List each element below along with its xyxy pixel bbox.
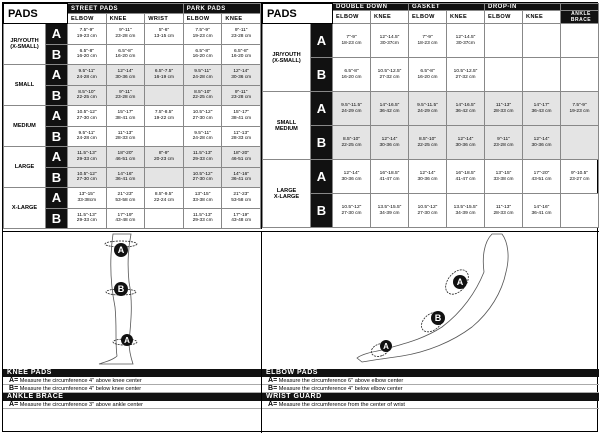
svg-text:B: B <box>434 313 442 323</box>
size-cell: 17"-19" 43-48 cm <box>106 208 145 229</box>
size-cell: 11"-13" 28-33 cm <box>106 126 145 147</box>
a-marker: A <box>46 24 68 45</box>
size-cell: 7.5"-9" 19-23 cm <box>561 92 599 126</box>
table-row <box>4 65 261 86</box>
size-cell: 12"-14.5" 30-37cm <box>447 24 485 58</box>
column-header: ELBOW <box>333 11 371 24</box>
size-cell: 7.5"-9" 19-23 cm <box>68 24 107 45</box>
b-marker: B <box>46 44 68 65</box>
size-cell: 8.5"-10" 22-25 cm <box>68 85 107 106</box>
pads-title: PADS <box>4 4 68 24</box>
size-cell: 6.5"-8" 16-20 cm <box>183 44 222 65</box>
group-header-row <box>4 4 261 14</box>
size-label: JR/YOUTH (X-SMALL) <box>4 24 46 65</box>
a-marker-wrist <box>380 340 392 352</box>
table-row <box>4 147 261 168</box>
group-header: DROP-IN <box>485 4 561 11</box>
size-cell <box>145 126 184 147</box>
column-header: ELBOW <box>68 14 107 24</box>
wrist-a-row: A= Measure the circumference from the center of wrist <box>262 401 599 409</box>
size-cell: 7"-9" 18-23 cm <box>409 24 447 58</box>
size-cell: 7.5"-9" 19-23 cm <box>183 24 222 45</box>
b-marker: B <box>311 58 333 92</box>
size-label: SMALL MEDIUM <box>263 92 311 160</box>
size-cell: 6.5"-8" 16-20 cm <box>68 44 107 65</box>
elbow-b-row: B= Measure the circumference 4" below elbow center <box>262 385 599 393</box>
size-cell: 8.5"-10" 22-25 cm <box>409 126 447 160</box>
b-marker-knee <box>114 282 128 296</box>
size-cell: 6.5"-7.5" 16-19 cm <box>145 65 184 86</box>
size-cell: 8.5"-10" 22-25 cm <box>183 85 222 106</box>
svg-text:A: A <box>117 245 125 255</box>
size-cell: 13"-15" 33-38cm <box>68 188 107 209</box>
size-cell: 8.5"-9.5" 22-24 cm <box>145 188 184 209</box>
size-cell <box>561 58 599 92</box>
size-cell <box>523 58 561 92</box>
column-header: KNEE <box>222 14 261 24</box>
size-cell: 15"-17" 38-41 cm <box>106 106 145 127</box>
size-cell: 18"-20" 46-51 cm <box>222 147 261 168</box>
size-label: MEDIUM <box>4 106 46 147</box>
left-table <box>3 3 261 229</box>
size-cell: 9.5"-11" 24-28 cm <box>183 126 222 147</box>
a-marker-ankle <box>121 334 133 346</box>
size-cell: 16"-18.5" 41-47 cm <box>447 160 485 194</box>
size-cell: 13"-15" 33-38 cm <box>485 160 523 194</box>
elbow-pads-title: ELBOW PADS <box>262 369 599 377</box>
size-cell: 14"-16" 36-41 cm <box>222 167 261 188</box>
size-cell: 12"-14.5" 30-37cm <box>371 24 409 58</box>
size-cell: 12"-14" 30-36 cm <box>222 65 261 86</box>
a-marker: A <box>46 65 68 86</box>
size-cell: 12"-14" 30-36 cm <box>333 160 371 194</box>
size-cell: 10.5"-12" 27-30 cm <box>68 167 107 188</box>
size-cell: 17"-20" 43-51 cm <box>523 160 561 194</box>
arm-legend <box>262 369 599 433</box>
size-cell <box>145 44 184 65</box>
size-cell: 9"-11" 23-28 cm <box>222 85 261 106</box>
size-cell: 9.5"-11" 24-28 cm <box>68 65 107 86</box>
svg-text:A: A <box>124 336 130 345</box>
size-cell <box>523 24 561 58</box>
size-cell <box>485 58 523 92</box>
a-marker: A <box>46 188 68 209</box>
size-label: LARGE X-LARGE <box>263 160 311 228</box>
a-marker: A <box>311 24 333 58</box>
size-cell: 9.5"-11.5" 24-29 cm <box>409 92 447 126</box>
a-marker: A <box>311 160 333 194</box>
size-cell: 10.5"-12" 27-30 cm <box>183 167 222 188</box>
column-header: WRIST <box>145 14 184 24</box>
b-marker: B <box>46 126 68 147</box>
column-header: KNEE <box>106 14 145 24</box>
size-cell: 9"-10.5" 23-27 cm <box>561 160 599 194</box>
table-row <box>263 24 599 58</box>
a-marker: A <box>46 106 68 127</box>
size-cell: 10.5"-12" 27-30 cm <box>409 194 447 228</box>
size-cell: 12"-14" 30-36 cm <box>409 160 447 194</box>
size-cell: 12"-14" 30-36 cm <box>106 65 145 86</box>
size-cell: 10.5"-12" 27-30 cm <box>183 106 222 127</box>
table-row <box>4 24 261 45</box>
a-marker: A <box>46 147 68 168</box>
b-marker: B <box>46 85 68 106</box>
size-cell: 10.5"-12" 27-30 cm <box>68 106 107 127</box>
leg-figure <box>3 232 262 370</box>
size-label: SMALL <box>4 65 46 106</box>
size-cell: 11.5"-13" 29-33 cm <box>68 208 107 229</box>
wrist-guard-title: WRIST GUARD <box>262 393 599 401</box>
column-header: KNEE <box>371 11 409 24</box>
table-row <box>263 194 599 228</box>
column-header: ELBOW <box>183 14 222 24</box>
size-cell: 11"-13" 28-33 cm <box>222 126 261 147</box>
leg-diagram <box>3 231 262 371</box>
svg-text:B: B <box>117 284 125 294</box>
left-size-table <box>3 3 262 229</box>
size-cell: 9"-11" 23-28 cm <box>222 24 261 45</box>
right-table <box>262 3 599 228</box>
right-size-table <box>262 3 599 228</box>
size-cell: 14"-16" 36-41 cm <box>106 167 145 188</box>
size-cell <box>145 167 184 188</box>
table-row <box>263 58 599 92</box>
size-chart <box>2 2 598 432</box>
knee-pads-title: KNEE PADS <box>3 369 261 377</box>
b-marker: B <box>311 126 333 160</box>
ankle-a-row: A= Measure the circumference 3" above ankle center <box>3 401 261 409</box>
knee-b-row: B= Measure the circumference 4" below knee center <box>3 385 261 393</box>
size-cell: 12"-14" 30-36 cm <box>371 126 409 160</box>
elbow-a-row: A= Measure the circumference 6" above elbow center <box>262 377 599 385</box>
size-cell: 12"-14" 30-36 cm <box>523 126 561 160</box>
pads-title: PADS <box>263 4 333 24</box>
size-cell: 6.5"-8" 16-20 cm <box>222 44 261 65</box>
size-cell: 15"-17" 38-41 cm <box>222 106 261 127</box>
size-cell <box>561 194 599 228</box>
size-cell: 17"-19" 43-48 cm <box>222 208 261 229</box>
size-label: JR/YOUTH (X-SMALL) <box>263 24 311 92</box>
group-header: DOUBLE DOWN <box>333 4 409 11</box>
size-cell: 13.5"-15.5" 34-39 cm <box>371 194 409 228</box>
size-cell: 10.5"-12" 27-30 cm <box>333 194 371 228</box>
size-cell <box>145 208 184 229</box>
table-row <box>263 92 599 126</box>
size-cell: 10.5"-12.5" 27-32 cm <box>447 58 485 92</box>
b-marker-elbow <box>431 311 445 325</box>
group-header: STREET PADS <box>68 4 184 14</box>
size-cell: 5"-6" 13-15 cm <box>145 24 184 45</box>
group-header-row <box>263 4 599 11</box>
size-cell: 7"-9" 18-23 cm <box>333 24 371 58</box>
size-cell: 21"-23" 53-58 cm <box>222 188 261 209</box>
size-cell: 11"-13" 28-33 cm <box>485 92 523 126</box>
size-cell: 9"-11" 23-28 cm <box>485 126 523 160</box>
size-cell: 8.5"-10" 22-25 cm <box>333 126 371 160</box>
column-header: ELBOW <box>485 11 523 24</box>
size-cell: 8"-9" 20-23 cm <box>145 147 184 168</box>
size-cell: 7.5"-8.5" 19-22 cm <box>145 106 184 127</box>
size-cell: 9.5"-11" 24-28 cm <box>183 65 222 86</box>
leg-legend <box>3 369 262 433</box>
size-cell: 6.5"-8" 16-20 cm <box>333 58 371 92</box>
a-marker: A <box>311 92 333 126</box>
knee-a-row: A= Measure the circumference 4" above knee center <box>3 377 261 385</box>
size-cell: 14"-16.5" 36-42 cm <box>371 92 409 126</box>
a-marker-elbow <box>453 275 467 289</box>
size-cell: 6.5"-8" 16-20 cm <box>409 58 447 92</box>
svg-text:A: A <box>383 342 389 351</box>
size-cell: 9"-11" 23-28 cm <box>106 85 145 106</box>
size-cell <box>561 126 599 160</box>
size-label: LARGE <box>4 147 46 188</box>
size-cell: 14"-16.5" 36-42 cm <box>447 92 485 126</box>
size-cell: 11.5"-13" 29-33 cm <box>68 147 107 168</box>
size-cell: 18"-20" 46-51 cm <box>106 147 145 168</box>
size-cell: 14"-17" 36-43 cm <box>523 92 561 126</box>
ankle-brace-title: ANKLE BRACE <box>3 393 261 401</box>
column-header: ELBOW <box>409 11 447 24</box>
size-cell: 9.5"-11.5" 24-29 cm <box>333 92 371 126</box>
size-cell: 13.5"-15.5" 34-39 cm <box>447 194 485 228</box>
arm-figure <box>262 232 599 370</box>
table-row <box>4 106 261 127</box>
size-cell: 9"-11" 23-28 cm <box>106 24 145 45</box>
a-marker-knee <box>114 243 128 257</box>
size-cell: 16"-18.5" 41-47 cm <box>371 160 409 194</box>
size-cell: 21"-23" 53-58 cm <box>106 188 145 209</box>
b-marker: B <box>311 194 333 228</box>
size-cell: 12"-14" 30-36 cm <box>447 126 485 160</box>
size-cell: 14"-16" 36-41 cm <box>523 194 561 228</box>
size-label: X-LARGE <box>4 188 46 229</box>
size-cell: 13"-15" 33-38 cm <box>183 188 222 209</box>
table-row <box>4 188 261 209</box>
group-header-ankle <box>561 4 599 11</box>
group-header: PARK PADS <box>183 4 260 14</box>
size-cell: 11"-13" 28-33 cm <box>485 194 523 228</box>
svg-text:A: A <box>456 277 464 287</box>
table-row <box>263 160 599 194</box>
table-row <box>263 126 599 160</box>
size-cell: 11.5"-13" 29-33 cm <box>183 147 222 168</box>
size-cell: 11.5"-13" 29-33 cm <box>183 208 222 229</box>
size-cell: 9.5"-11" 24-28 cm <box>68 126 107 147</box>
column-header: KNEE <box>523 11 561 24</box>
size-cell: 10.5"-12.5" 27-32 cm <box>371 58 409 92</box>
size-cell <box>145 85 184 106</box>
column-header: ANKLE BRACE <box>561 11 599 24</box>
size-cell <box>561 24 599 58</box>
size-cell: 6.5"-8" 16-20 cm <box>106 44 145 65</box>
group-header: GASKET <box>409 4 485 11</box>
arm-diagram <box>262 231 599 371</box>
column-header: KNEE <box>447 11 485 24</box>
b-marker: B <box>46 208 68 229</box>
size-cell <box>485 24 523 58</box>
b-marker: B <box>46 167 68 188</box>
